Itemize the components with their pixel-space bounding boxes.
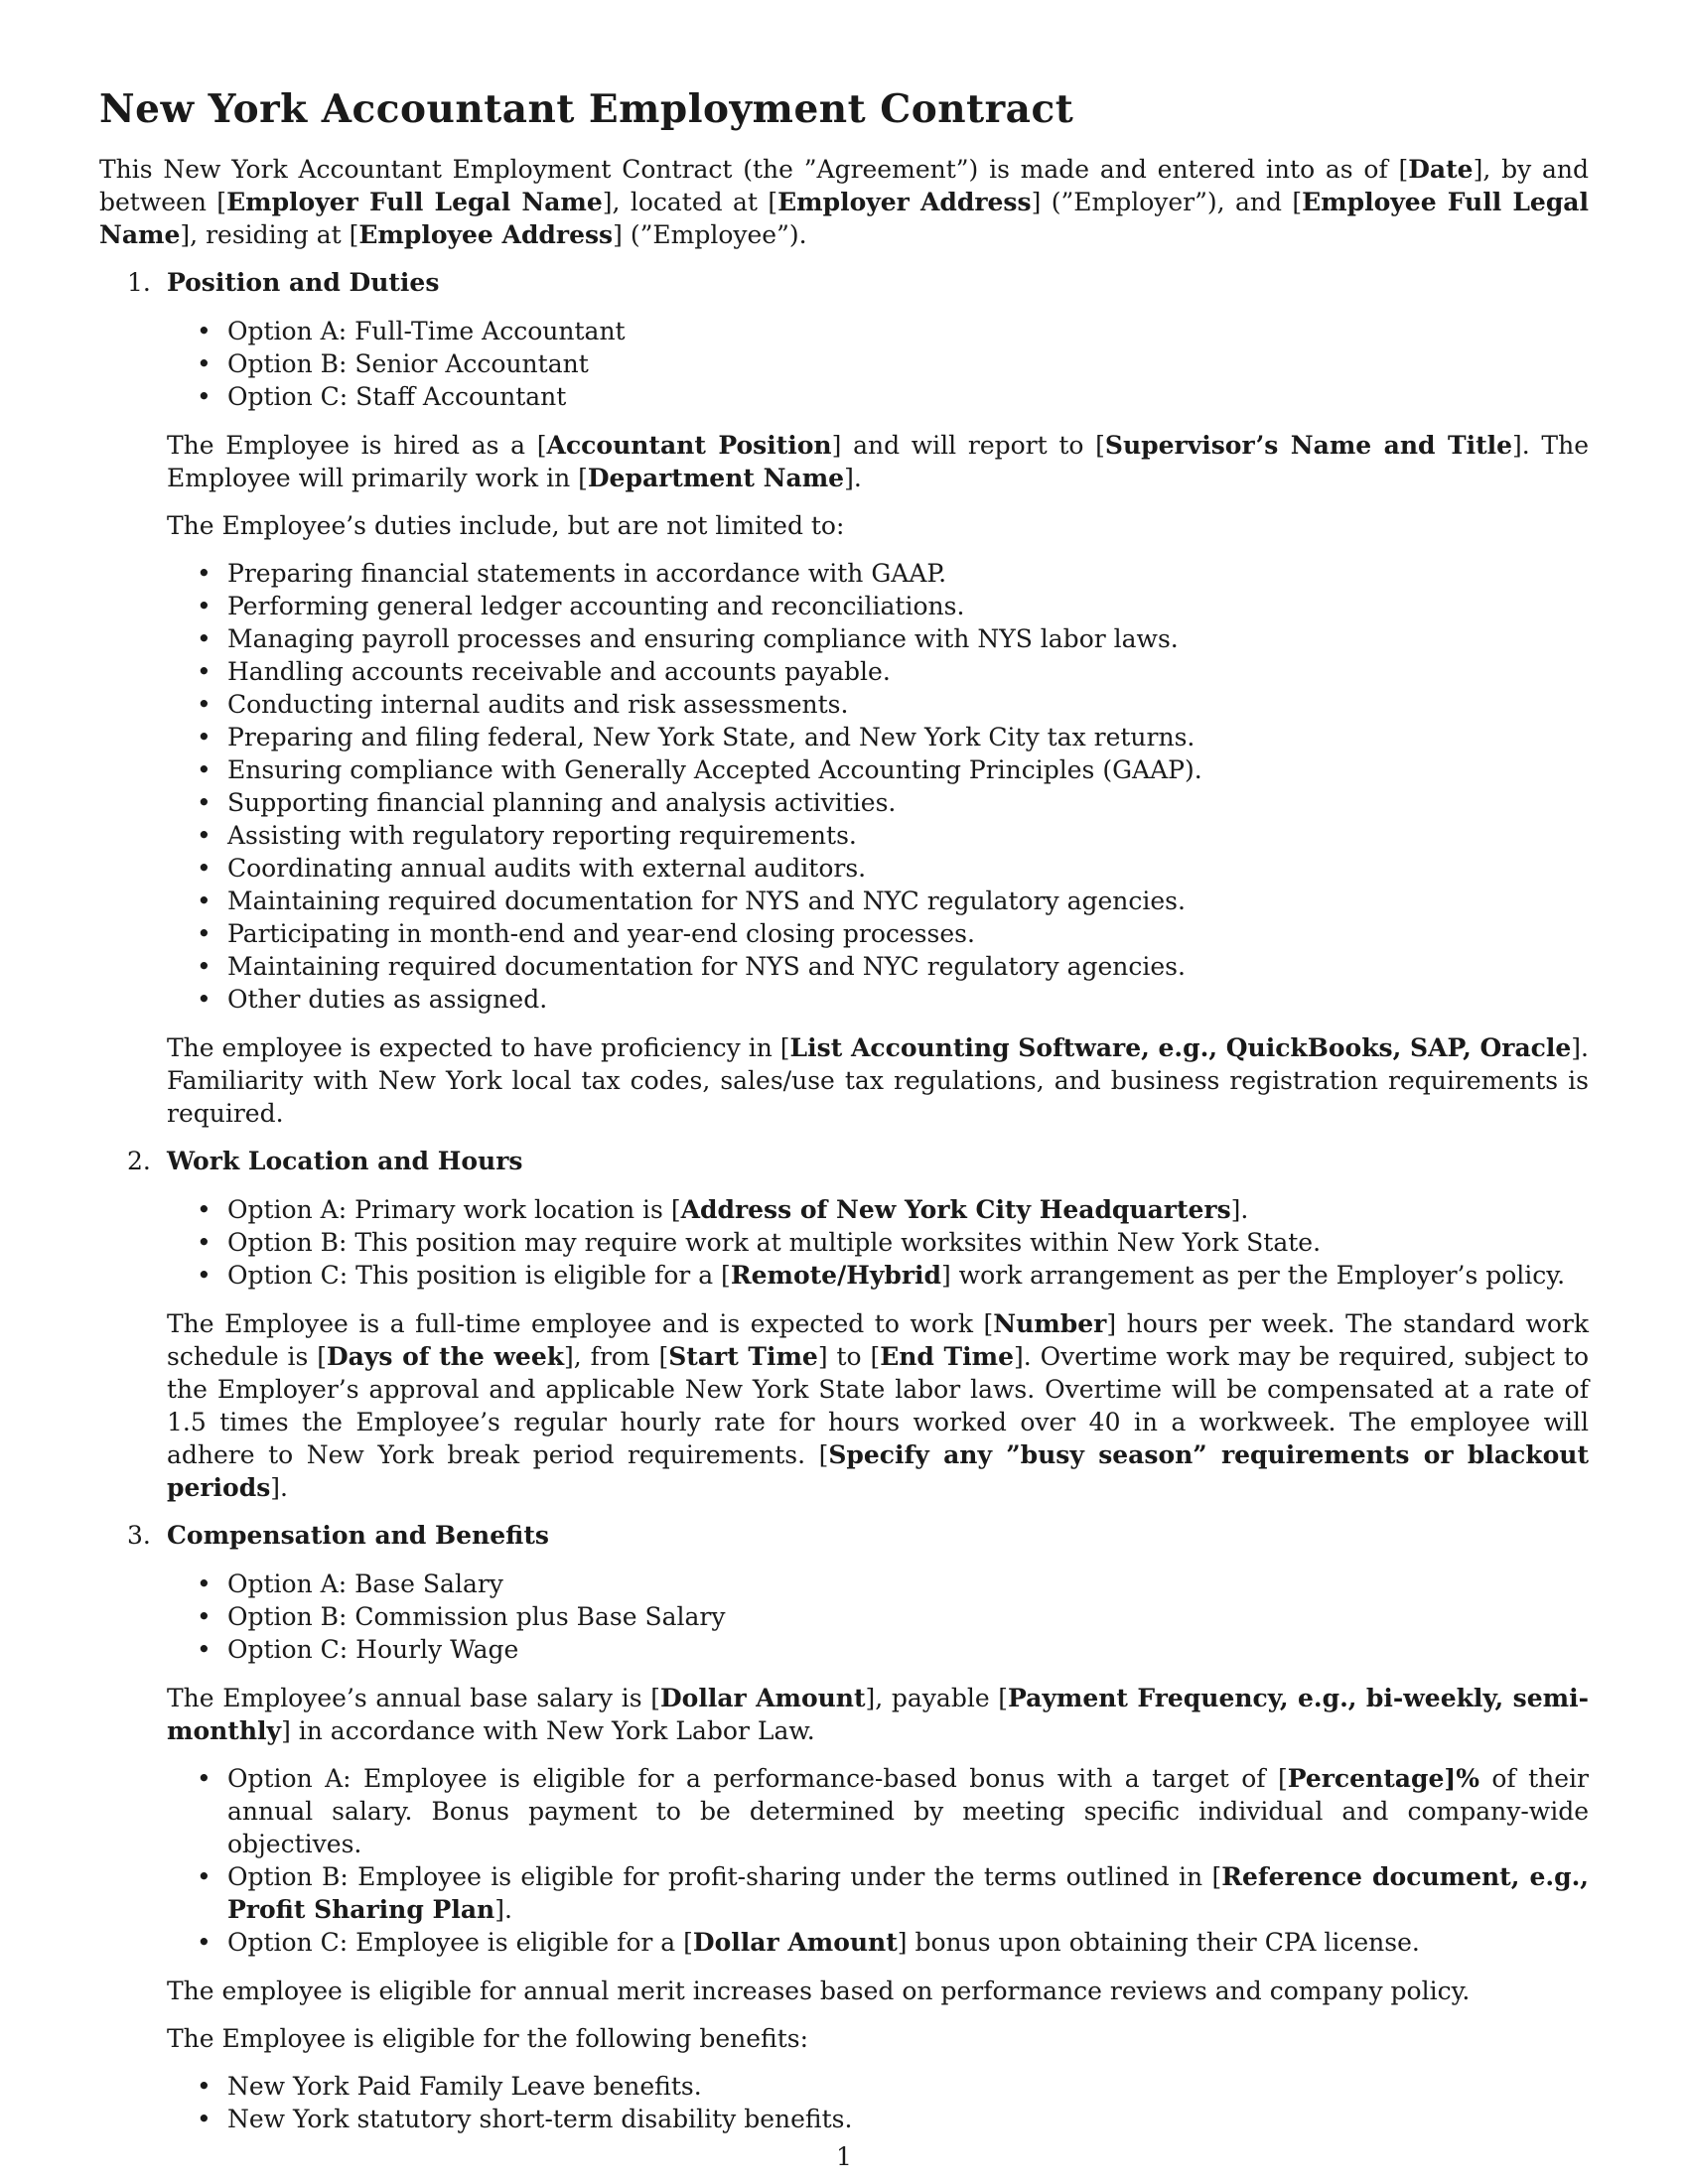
list-item: • Option B: Senior Accountant (167, 347, 1589, 380)
list-item: • Other duties as assigned. (167, 983, 1589, 1016)
salary-paragraph (167, 1682, 1589, 1747)
placeholder-bonus-amount: Dollar Amount (692, 1928, 898, 1957)
intro-text: ] (”Employer”), and [ (1031, 188, 1303, 216)
para-text: ] in accordance with New York Labor Law. (281, 1716, 815, 1745)
para-text: Option C: Employee is eligible for a [ (227, 1928, 693, 1957)
para-text: of their annual salary. Bonus payment to be determined by meeting specific individual and company-wide objectives. (227, 1764, 1589, 1858)
list-item: • Performing general ledger accounting and reconciliations. (167, 590, 1589, 622)
intro-text: ] (”Employee”). (613, 220, 807, 249)
list-item: • Coordinating annual audits with external auditors. (167, 852, 1589, 885)
list-item: • Option A: Full-Time Accountant (167, 315, 1589, 347)
placeholder-end-time: End Time (880, 1342, 1015, 1371)
para-text: ], payable [ (865, 1684, 1009, 1712)
merit-paragraph: The employee is eligible for annual merit increases based on performance reviews and company policy. (167, 1977, 1471, 2005)
list-item: • New York Paid Family Leave benefits. (167, 2070, 1589, 2103)
list-item: • Preparing and filing federal, New York State, and New York City tax returns. (167, 721, 1589, 753)
para-text: Option B: Employee is eligible for profit-sharing under the terms outlined in [ (227, 1862, 1222, 1891)
placeholder-department: Department Name (587, 464, 845, 492)
para-text: The employee is expected to have proficiency in [ (167, 1033, 790, 1062)
para-text: ]. (844, 464, 862, 492)
placeholder-supervisor: Supervisor’s Name and Title (1104, 431, 1513, 460)
list-item (167, 1860, 1589, 1926)
placeholder-employer-address: Employer Address (777, 188, 1032, 216)
hours-paragraph (167, 1307, 1589, 1504)
section-title: Position and Duties (167, 268, 440, 297)
placeholder-percentage: Percentage (1287, 1764, 1445, 1793)
para-text: Option C: This position is eligible for a [ (227, 1261, 731, 1290)
placeholder-hours: Number (993, 1309, 1107, 1338)
placeholder-remote-hybrid: Remote/Hybrid (730, 1261, 941, 1290)
list-item: • Handling accounts receivable and accounts payable. (167, 655, 1589, 688)
benefits-intro: The Employee is eligible for the following benefits: (167, 2024, 809, 2053)
benefits-list (167, 2070, 1589, 2135)
list-item: • Assisting with regulatory reporting requirements. (167, 819, 1589, 852)
list-item: • New York statutory short-term disability benefits. (167, 2103, 1589, 2135)
para-text: ] work arrangement as per the Employer’s policy. (940, 1261, 1566, 1290)
intro-text: ], by and between [ (99, 155, 1589, 216)
para-text: The Employee is a full-time employee and is expected to work [ (167, 1309, 994, 1338)
placeholder-busy-season: Specify any ”busy season” requirements or blackout periods (167, 1440, 1590, 1502)
intro-text: ], residing at [ (180, 220, 359, 249)
software-paragraph (167, 1031, 1589, 1130)
para-text: ] to [ (817, 1342, 881, 1371)
list-item: • Option C: Hourly Wage (167, 1633, 1589, 1666)
position-options-list (167, 315, 1589, 413)
list-item: • Ensuring compliance with Generally Accepted Accounting Principles (GAAP). (167, 753, 1589, 786)
intro-text: ], located at [ (602, 188, 778, 216)
para-text: ] hours per week. The standard work schedule is [ (167, 1309, 1589, 1371)
para-text: ] and will report to [ (831, 431, 1105, 460)
para-text: ]. Overtime work may be required, subject to the Employer’s approval and applicable New York State labor laws. Overtime will be compensated at a rate of 1.5 times the Employee’s regular hourly rate for hours worked over 40 in a workweek. The employee will adhere to New York break period requirements. [ (167, 1342, 1589, 1469)
list-item (167, 1926, 1589, 1959)
list-item (167, 1193, 1589, 1226)
placeholder-reference-doc: Reference document, e.g., Profit Sharing Plan (227, 1862, 1589, 1924)
placeholder-pay-frequency: Payment Frequency, e.g., bi-weekly, semi-monthly (167, 1684, 1589, 1745)
list-item: • Option A: Base Salary (167, 1568, 1589, 1600)
page-number: 1 (836, 2142, 852, 2171)
list-item: • Participating in month-end and year-end closing processes. (167, 917, 1589, 950)
list-item (167, 1259, 1589, 1292)
placeholder-salary: Dollar Amount (659, 1684, 866, 1712)
list-item: • Conducting internal audits and risk assessments. (167, 688, 1589, 721)
section-number: 3. (127, 1521, 151, 1550)
list-item: • Maintaining required documentation for NYS and NYC regulatory agencies. (167, 885, 1589, 917)
para-text: Option A: Employee is eligible for a performance-based bonus with a target of [ (227, 1764, 1288, 1793)
para-text: ], from [ (564, 1342, 669, 1371)
section-title: Work Location and Hours (167, 1147, 523, 1175)
placeholder-start-time: Start Time (668, 1342, 818, 1371)
placeholder-hq-address: Address of New York City Headquarters (680, 1195, 1231, 1224)
section-compensation (99, 1519, 1589, 2135)
list-item: • Option B: This position may require work at multiple worksites within New York State. (167, 1226, 1589, 1259)
percent-sign: ]% (1444, 1764, 1479, 1793)
duties-intro: The Employee’s duties include, but are not limited to: (167, 511, 845, 540)
section-number: 2. (127, 1147, 151, 1175)
para-text: ]. (270, 1473, 288, 1502)
para-text: ]. The Employee will primarily work in [ (167, 431, 1589, 492)
placeholder-date: Date (1408, 155, 1474, 184)
contract-page (99, 85, 1589, 2151)
list-item: • Option B: Commission plus Base Salary (167, 1600, 1589, 1633)
placeholder-software: List Accounting Software, e.g., QuickBooks, SAP, Oracle (789, 1033, 1572, 1062)
placeholder-employer-name: Employer Full Legal Name (226, 188, 603, 216)
section-title: Compensation and Benefits (167, 1521, 549, 1550)
para-text: The Employee’s annual base salary is [ (167, 1684, 660, 1712)
para-text: ]. Familiarity with New York local tax codes, sales/use tax regulations, and business registration requirements is required. (167, 1033, 1589, 1128)
position-paragraph (167, 429, 1589, 494)
duties-list (167, 557, 1589, 1016)
list-item: • Option C: Staff Accountant (167, 380, 1589, 413)
section-number: 1. (127, 268, 151, 297)
list-item: • Managing payroll processes and ensuring compliance with NYS labor laws. (167, 622, 1589, 655)
para-text: Option A: Primary work location is [ (227, 1195, 681, 1224)
para-text: ] bonus upon obtaining their CPA license. (897, 1928, 1420, 1957)
pay-options-list (167, 1568, 1589, 1666)
bonus-options-list (167, 1762, 1589, 1959)
section-work-location (99, 1145, 1589, 1504)
list-item (167, 1762, 1589, 1860)
document-title: New York Accountant Employment Contract (99, 86, 1074, 132)
placeholder-position: Accountant Position (546, 431, 832, 460)
section-heading (99, 266, 1589, 299)
list-item: • Preparing financial statements in accordance with GAAP. (167, 557, 1589, 590)
section-heading (99, 1145, 1589, 1177)
intro-paragraph (99, 153, 1589, 251)
para-text: ]. (1230, 1195, 1249, 1224)
para-text: The Employee is hired as a [ (167, 431, 547, 460)
section-position-duties (99, 266, 1589, 1130)
list-item: • Supporting financial planning and analysis activities. (167, 786, 1589, 819)
intro-text: This New York Accountant Employment Contract (the ”Agreement”) is made and entered into as of [ (99, 155, 1409, 184)
list-item: • Maintaining required documentation for NYS and NYC regulatory agencies. (167, 950, 1589, 983)
para-text: ]. (494, 1895, 512, 1924)
location-options-list (167, 1193, 1589, 1292)
placeholder-employee-name: Employee Full Legal Name (99, 188, 1590, 249)
placeholder-employee-address: Employee Address (358, 220, 614, 249)
placeholder-days: Days of the week (326, 1342, 565, 1371)
section-heading (99, 1519, 1589, 1552)
